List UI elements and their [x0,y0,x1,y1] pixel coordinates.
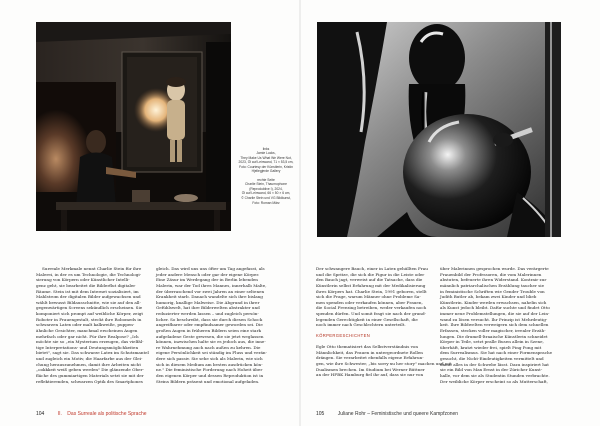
installation-photo [36,22,231,231]
body-line: angreifbarer oder empfindsamer geworden sei. Die [156,322,263,328]
body-line: schwarzen Latex oder malt kalkweiße, puppen- [36,322,135,328]
body-line: Körper in Teile, setzt pralle Busen allein in Szene, [440,339,544,345]
body-line: reduzierter werden lassen – und zugleich persön- [156,311,259,316]
body-line: eigene Persönlichkeit sei ständig im Fluss und verän- [156,350,267,356]
running-head-title-left: Das Surreale als politische Sprache [67,411,147,417]
body-line: in feministische Schriften wie Gender Trouble von [440,288,545,294]
body-line: noch immer nach Geschlechtern unterteilt. [316,322,406,328]
body-line: wand zu lösen versucht. Ihr Prinzip ist Mehrdeutig- [440,316,548,322]
body-line: aufgeladene Geste gewesen, die sie jetzt weglassen [156,333,264,339]
body-line: halle, vor dem sie als Studentin Stunden verbrachte. [440,372,550,378]
body-line: Männlichkeit, das Frauen in untergeordnete Rollen [316,349,423,355]
footer-left [36,411,147,417]
body-line: und zugleich ein Motiv, die Haarfarbe aus der Glei- [36,356,143,361]
body-line: Judith Butler ab, bekam zwei Kinder und blieb [440,294,537,300]
caption-right-line: © Charlie Stein und VG Bildkunst, [241,195,291,200]
body-line: die Social Freezing betreiben, weder verkaufen noch [316,305,427,311]
body-column-1 [36,266,150,384]
body-line: gen, wie ihre Schwester, „bis sorry xu her story" machen und mit [316,360,452,366]
body-line: Malerei, in der es um Technologie, die Technologi- [36,271,142,277]
latex-painting-image [317,22,561,237]
section-subheading: KÖRPERGESCHICHTEN [316,332,371,338]
latex-painting-photo [317,22,561,237]
body-line: chung herauszunehmen, damit ihre Arbeiten nicht [36,361,141,367]
body-line: ähnliche Gesichter, manchmal erscheinen Augen [36,327,138,333]
body-line: keit. Ihre Bildwelten verweigern sich dem schnellen [440,322,549,328]
body-line: immer neue Problemstellungen, die sie auf der Lein- [440,311,550,316]
caption-left-line: Foto: Courtesy der Künstlerin, Kristin [239,164,293,169]
body-line: sich die Frage, warum Männer ohne Probleme Sa- [316,294,421,300]
body-line: mehrfach oder gar nicht. Für ihre Realpose? „Ich [36,333,139,339]
body-line: Erfassen, stecken voller magischer, irrealer Erzäh- [440,327,546,333]
caption-left-line: 2023, Öl auf Leinwand, 71 × 53,5 cm, [238,160,294,165]
body-line: über Malerinnen gesprochen wurde. Das verärgerte [440,266,549,271]
body-line: Frauenbild der Professoren, die vom Malerinnen [440,271,542,277]
body-line: jeder andere Mensch oder gar der eigene Körper. [156,271,260,277]
body-line: legenden Gerechtigkeit in einer Gesellschaft, die [316,316,418,322]
caption-right-heading: rechte Seite [257,177,275,182]
body-line: bietet", sagt sie. Das schwarze Latex im Schutzmantel [36,350,149,356]
figure-caption [232,145,300,209]
body-line: gegenwärtigen Screens sekündlich erscheinen. Sie [36,305,143,311]
body-line: den eigenen Körper und dessen Reproduktion ist in [156,372,264,378]
body-line: Der weibliche Körper erscheint so als Mutterschaft, [440,378,548,384]
caption-right-line: Charlie Stein, Thaumophone [245,182,287,187]
body-line: Egle Otto thematisiert das Selbstverständnis von [316,344,419,350]
body-line: wählt bewusst Bildausschnitte, wie sie auf den all- [36,299,141,305]
body-line: als Kunst jedoch bleibt. Dafür suchte und findet Otto [440,305,550,311]
body-line: men spenden oder verkaufen können, aber Frauen, [316,299,423,305]
running-head-number: II. [57,411,62,417]
body-line: Dualismen brechen. Im Studium bei Werner Büttner [316,366,425,372]
body-line: abstuten, befeuerte ihren Widerstand. Kontrair zur [440,277,547,283]
page-number-right: 105 [316,411,325,417]
body-line: Künstlerin. Kinder werden erwachsen, nahelin sich [440,299,547,305]
body-line: sie ein Bild von Max Ernst in der Züricher Kunst- [440,367,543,373]
body-line: sich in diesem Medium am besten ausdrücken kön- [156,361,263,367]
body-column-3 [316,266,452,378]
footer-right [316,411,458,417]
body-line: Mahlstrom der digitalen Bilder aufgewachsen und [36,294,141,300]
body-line: humorig, knallige Malweise. Die Abgrund in ihrer [156,299,260,305]
body-line: Der schwangere Bauch, einer in Latex gehüllten Frau [316,266,428,271]
body-line: Räume. Stein ist mit dem Internet sozialisiert, im [36,288,139,294]
body-line: licher. So beschreibt, dass sie durch diesen Schock [156,316,263,322]
body-line: an der HFBK Hamburg fiel ihr auf, dass sie nur von [316,372,424,378]
caption-right-line: Öl auf Leinwand, 66 × 50 × 6 cm, [241,191,291,196]
body-line: lungen. Die drumell-ltraaische Künstlerin schneidet [440,333,548,339]
body-line: Malerin, war der Tod ihres Mannes, innerhalb Malte, [156,282,267,288]
body-line: ihres Körpers hat. Charlie Stein, 1991 geboren, stellt [316,288,427,294]
body-line: möchte sie so „ein Mysterium erzeugen, das vielfäl- [36,339,144,345]
caption-left-line: Jamie Lucks, [256,151,276,156]
body-line: Künstlerin selbst Erfahrung mit der Medikalisierung [316,282,426,288]
body-line: Surreale Merkmale nennt Charlie Stein für ihre [42,266,142,271]
body-line: reflektierenden, schwarzen Optik des Smartphones [36,378,143,384]
body-line: gesucht, die Nicht-Eindeutigkeiten vermittelt und [440,356,544,361]
installation-photo-image [36,22,231,231]
body-line: drängen. Sie verarbeitet ebenfalls eigene Erfahrun- [316,355,424,361]
page-gutter [299,0,301,426]
body-line: dere sich passiv. Sie sehe sich als Malerin, wie sich [156,356,263,361]
body-line: sierung von Körpern oder Künstlicher Intelli- [36,277,130,283]
body-line: können, inzwischen halte sie es jedoch aus, die inne- [156,339,266,345]
caption-left-line: Hjellegjerde Gallery [251,169,281,174]
body-line: ne." Die feministische Forderung nach Hoheit über [156,367,263,373]
body-line: tige Interpretations- und Deutungsmöglichkeiten [36,344,139,350]
caption-right [232,178,300,206]
body-line: männlich patriarchalischen Erzählung taucher sie [440,282,545,288]
body-line: „ookkkeit weiß geben werden" Die glänzende Ober- [36,367,144,373]
body-line: großen Augen in früheren Bildern seien eine stark [156,327,261,333]
page-number-left: 104 [36,411,45,417]
body-line: Roboter in Frauengestalt, steckt ihre Robomeds in [36,316,142,322]
body-line: genz geht, sie bearbeitet die Bilderflut digitaler [36,282,136,288]
body-column-2 [156,266,274,384]
body-line: Gefühlswelt, hat ihre Bilderwelten abstrakter und [156,305,260,311]
body-line: Krankheit starb. Danach wandelte sich ihre bislang [156,294,263,300]
body-line: spenden dürfen. Und somit fragt sie nach der grund- [316,311,426,316]
body-line: damit alles in der Schwebe lässt. Dazu inspiriert hat [440,361,549,367]
caption-left-heading: links [262,146,270,151]
running-head-title-right: Juliane Rohr – Feministische und queere Kampfzonen [337,411,459,417]
caption-right-line: Foto: Roman März [252,200,280,205]
body-line: re Wahrnehmung auch nach außen zu kehren. Die [156,344,261,350]
body-line: dem Surrealismus. Sie hat nach einer Formensprache [440,350,553,356]
body-line: gleich. Das wird uns uns öfter um Tag angefasst, als [156,266,265,271]
caption-left [232,147,300,175]
body-line: und die Spritze, die sich die Figur in die Leiste oder [316,271,425,277]
body-line: überhäft, kratzt wieder frei, spielt Ping Pong mit [440,344,542,350]
body-line: Eine Zäsur im Werdegang der in Berlin lebenden [156,277,258,283]
body-line: den Bauch jagt, verweist auf die Tatsache, dass die [316,277,423,283]
body-line: komponiert sich prompt auf weibliche Körper, zeigt [36,311,144,316]
caption-left-line: They Make Us What We Were Not, [240,155,292,160]
body-line: Steins Bildern präsent und emotional aufgeladen. [156,378,260,384]
body-line: fläche des gummiartigen Materials setzt sie mit der [36,372,144,378]
body-line: der überraschend vor zwei Jahren an einer seltenen [156,288,265,294]
body-column-4 [440,266,562,384]
caption-right-line: (Reproduktive I), 2024, [249,186,283,191]
